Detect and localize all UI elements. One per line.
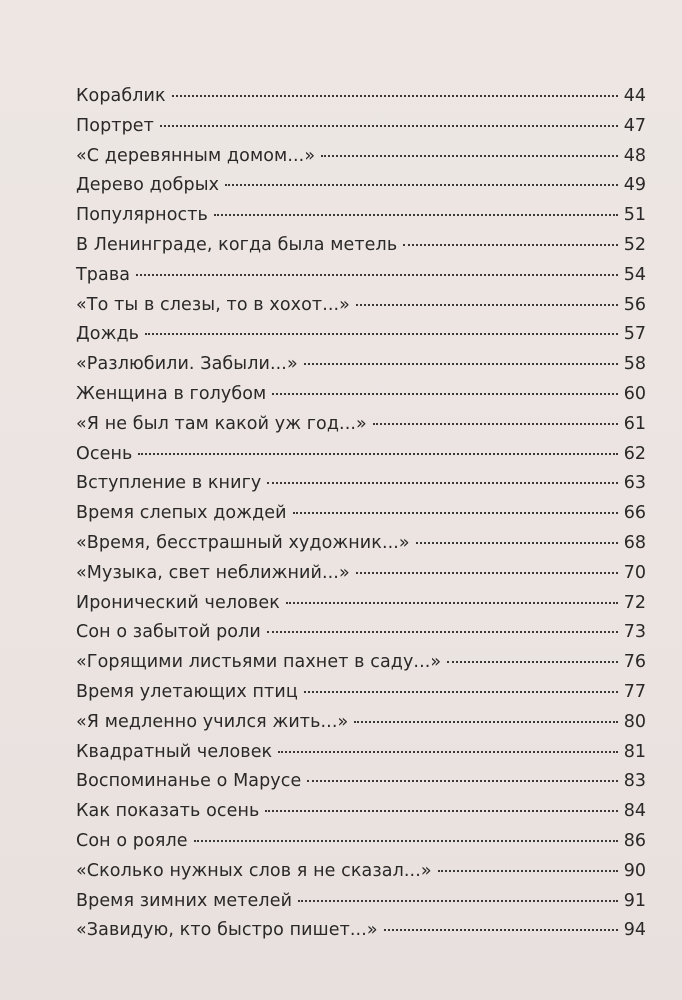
toc-entry-page-number: 56 xyxy=(623,294,646,315)
toc-entry-title: «Музыка, свет неближний...» xyxy=(76,562,350,583)
toc-entry-title: Иронический человек xyxy=(76,592,280,613)
toc-entry-title: «Разлюбили. Забыли...» xyxy=(76,354,298,375)
toc-entry-page-number: 48 xyxy=(623,145,646,166)
toc-entry xyxy=(76,589,646,619)
toc-entry-page-number: 49 xyxy=(623,175,646,196)
dot-leader xyxy=(356,304,618,306)
toc-entry xyxy=(76,857,646,887)
dot-leader xyxy=(160,125,618,127)
toc-entry-title: Как показать осень xyxy=(76,801,260,822)
toc-entry-title: «Сколько нужных слов я не сказал...» xyxy=(76,860,432,881)
toc-entry-page-number: 91 xyxy=(623,890,646,911)
dot-leader xyxy=(286,602,618,604)
toc-entry-page-number: 61 xyxy=(623,413,646,434)
dot-leader xyxy=(138,453,618,455)
toc-entry-title: Женщина в голубом xyxy=(76,383,267,404)
toc-entry-title: Кораблик xyxy=(76,86,166,106)
dot-leader xyxy=(321,155,618,157)
dot-leader xyxy=(384,929,618,931)
toc-entry-title: Осень xyxy=(76,443,133,464)
toc-entry xyxy=(76,648,646,678)
toc-entry-title: В Ленинграде, когда была метель xyxy=(76,234,398,255)
toc-entry xyxy=(76,112,646,142)
toc-entry xyxy=(76,231,646,261)
dot-leader xyxy=(172,95,618,97)
toc-entry-title: Время зимних метелей xyxy=(76,890,293,911)
toc-entry-title: Время слепых дождей xyxy=(76,503,287,524)
dot-leader xyxy=(136,274,618,276)
toc-entry xyxy=(76,559,646,589)
toc-entry xyxy=(76,350,646,380)
toc-entry-title: Вступление в книгу xyxy=(76,473,262,494)
toc-entry-page-number: 84 xyxy=(623,801,646,822)
toc-entry-page-number: 63 xyxy=(623,473,646,494)
toc-entry xyxy=(76,499,646,529)
toc-entry-page-number: 51 xyxy=(623,205,646,226)
dot-leader xyxy=(194,840,618,842)
toc-entry xyxy=(76,767,646,797)
toc-entry-page-number: 44 xyxy=(623,86,646,106)
toc-entry-title: Время улетающих птиц xyxy=(76,681,298,702)
toc-entry xyxy=(76,827,646,857)
toc-entry-title: «С деревянным домом...» xyxy=(76,145,316,166)
dot-leader xyxy=(265,810,618,812)
toc-entry-page-number: 90 xyxy=(623,860,646,881)
toc-entry-page-number: 83 xyxy=(623,771,646,792)
toc-entry-title: Популярность xyxy=(76,205,208,226)
dot-leader xyxy=(272,393,618,395)
toc-entry xyxy=(76,618,646,648)
dot-leader xyxy=(354,721,618,723)
toc-entry-page-number: 58 xyxy=(623,354,646,375)
toc-entry xyxy=(76,410,646,440)
dot-leader xyxy=(214,214,618,216)
toc-entry xyxy=(76,82,646,112)
toc-entry xyxy=(76,529,646,559)
toc-entry-title: Квадратный человек xyxy=(76,741,273,762)
dot-leader xyxy=(267,482,618,484)
toc-entry-title: Сон о забытой роли xyxy=(76,622,261,643)
dot-leader xyxy=(293,512,618,514)
toc-entry xyxy=(76,142,646,172)
dot-leader xyxy=(145,333,618,335)
toc-entry-page-number: 60 xyxy=(623,383,646,404)
dot-leader xyxy=(403,244,618,246)
dot-leader xyxy=(307,780,618,782)
dot-leader xyxy=(225,184,618,186)
dot-leader xyxy=(373,423,618,425)
toc-entry-title: Портрет xyxy=(76,115,154,136)
toc-entry xyxy=(76,708,646,738)
toc-entry-page-number: 80 xyxy=(623,711,646,732)
dot-leader xyxy=(304,363,618,365)
toc-entry-page-number: 76 xyxy=(623,652,646,673)
dot-leader xyxy=(416,542,618,544)
toc-entry xyxy=(76,678,646,708)
toc-entry-title: «Я не был там какой уж год...» xyxy=(76,413,367,434)
dot-leader xyxy=(304,691,618,693)
toc-entry-title: Воспоминанье о Марусе xyxy=(76,771,302,792)
toc-entry xyxy=(76,291,646,321)
dot-leader xyxy=(438,870,618,872)
dot-leader xyxy=(298,900,618,902)
toc-entry-page-number: 68 xyxy=(623,532,646,553)
toc-entry xyxy=(76,797,646,827)
toc-entry xyxy=(76,261,646,291)
toc-entry-page-number: 57 xyxy=(623,324,646,345)
toc-entry xyxy=(76,320,646,350)
toc-entry-title: «Время, бесстрашный художник...» xyxy=(76,532,410,553)
toc-entry-page-number: 47 xyxy=(623,115,646,136)
toc-entry-page-number: 66 xyxy=(623,503,646,524)
toc-entry-title: «Завидую, кто быстро пишет...» xyxy=(76,920,378,941)
toc-entry-title: Дождь xyxy=(76,324,140,345)
toc-entry xyxy=(76,887,646,917)
dot-leader xyxy=(356,572,618,574)
toc-entry-title: Дерево добрых xyxy=(76,175,220,196)
toc-entry xyxy=(76,469,646,499)
dot-leader xyxy=(447,661,618,663)
toc-entry-page-number: 86 xyxy=(623,830,646,851)
toc-entry xyxy=(76,171,646,201)
dot-leader xyxy=(267,631,618,633)
toc-entry-title: «Я медленно учился жить...» xyxy=(76,711,349,732)
toc-entry-page-number: 77 xyxy=(623,681,646,702)
toc-entry-page-number: 73 xyxy=(623,622,646,643)
toc-entry-title: «То ты в слезы, то в хохот...» xyxy=(76,294,350,315)
toc-entry xyxy=(76,738,646,768)
toc-entry-page-number: 62 xyxy=(623,443,646,464)
toc-entry-page-number: 72 xyxy=(623,592,646,613)
toc-entry xyxy=(76,201,646,231)
toc-entry-page-number: 81 xyxy=(623,741,646,762)
table-of-contents xyxy=(76,82,646,946)
toc-entry-page-number: 70 xyxy=(623,562,646,583)
toc-entry xyxy=(76,440,646,470)
toc-entry-page-number: 52 xyxy=(623,234,646,255)
toc-entry-page-number: 94 xyxy=(623,920,646,941)
toc-entry-title: «Горящими листьями пахнет в саду...» xyxy=(76,652,442,673)
dot-leader xyxy=(278,751,618,753)
toc-entry xyxy=(76,380,646,410)
toc-entry-title: Сон о рояле xyxy=(76,830,188,851)
toc-entry-page-number: 54 xyxy=(623,264,646,285)
toc-entry-title: Трава xyxy=(76,264,131,285)
toc-entry xyxy=(76,916,646,946)
